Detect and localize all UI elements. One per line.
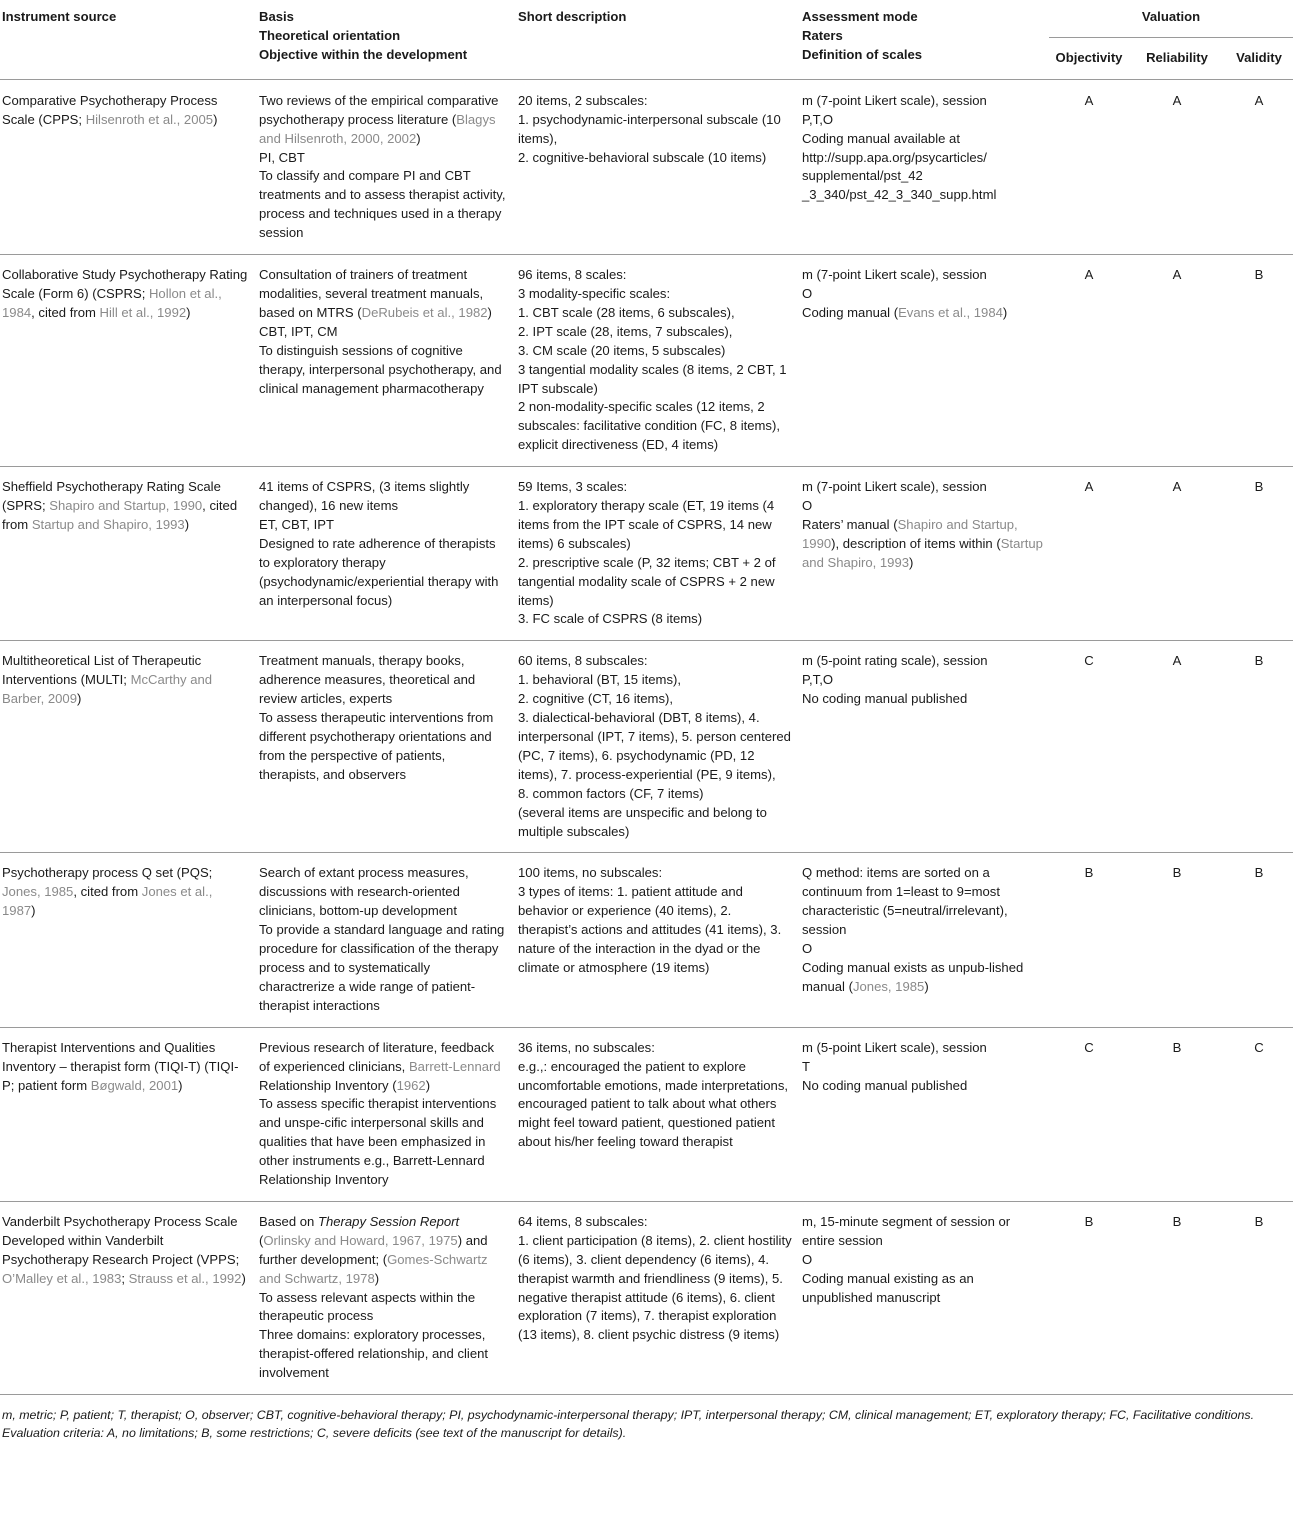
text-segment: Based on (259, 1213, 318, 1229)
text-segment: m (7-point Likert scale), session (802, 92, 987, 108)
citation-link[interactable]: Gomes-Schwartz and Schwartz, 1978 (259, 1251, 488, 1286)
cell-short-description (514, 255, 799, 467)
text-segment: Coding manual existing as an unpublished manuscript (802, 1270, 974, 1305)
table-row (0, 641, 1293, 853)
citation-link[interactable]: McCarthy and Barber, 2009 (2, 672, 213, 707)
text-segment: Previous research of literature, feedback of experienced clinicians, (259, 1039, 495, 1074)
description-line: 2 non-modality-specific scales (12 items, 2 subscales: facilitative condition (FC, 8 items), explicit directiveness (ED, 4 items) (518, 399, 780, 453)
cell-basis (255, 79, 514, 254)
text-segment: O (802, 498, 813, 514)
citation-link[interactable]: DeRubeis et al., 1982 (361, 304, 488, 320)
text-segment: Coding manual exists as unpub-lished manual ( (802, 959, 1024, 994)
text-segment: ) (909, 554, 914, 570)
mode-line (802, 959, 1043, 997)
citation-link[interactable]: O’Malley et al., 1983 (2, 1270, 122, 1286)
basis-line (259, 1039, 508, 1096)
citation-link[interactable]: Startup and Shapiro, 1993 (802, 535, 1043, 570)
description-line: 60 items, 8 subscales: (518, 653, 648, 669)
text-segment: m (5-point Likert scale), session (802, 1039, 987, 1055)
text-segment: ) (425, 1077, 431, 1093)
text-segment: Sheffield Psychotherapy Rating Scale (SPRS; (2, 479, 221, 514)
text-segment: , cited from (2, 498, 238, 532)
cell-validity: C (1225, 1027, 1293, 1201)
basis-line (259, 266, 508, 323)
cell-short-description (514, 853, 799, 1027)
text-segment: CBT, IPT, CM (259, 323, 338, 339)
cell-assessment-mode (799, 853, 1049, 1027)
mode-line (802, 285, 1043, 304)
cell-instrument-source (0, 79, 255, 254)
header-basis-line: Theoretical orientation (259, 27, 401, 43)
citation-link[interactable]: Jones, 1985 (2, 884, 74, 900)
cell-objectivity: C (1049, 641, 1129, 853)
text-segment: P,T,O (802, 111, 834, 127)
description-line: 1. exploratory therapy scale (ET, 19 items (4 items from the IPT scale of CSPRS, 14 new items) 6 subscales) (518, 498, 775, 551)
text-segment: ) (213, 111, 218, 127)
basis-line (259, 516, 508, 535)
text-segment: ; (121, 1270, 129, 1286)
text-segment: Three domains: exploratory processes, therapist-offered relationship, and client involvement (259, 1327, 489, 1381)
header-mode-line: Definition of scales (802, 46, 923, 62)
mode-line (802, 652, 1043, 671)
cell-assessment-mode (799, 79, 1049, 254)
header-mode-line: Assessment mode (802, 9, 918, 24)
text-segment: To assess therapeutic interventions from different psychotherapy orientations and from the perspective of patients, therapists, and observers (259, 710, 494, 782)
header-basis (255, 0, 514, 79)
header-reliability: Reliability (1129, 37, 1225, 79)
header-instrument-source: Instrument source (0, 0, 255, 79)
text-segment: To assess specific therapist interventions and unspe-cific interpersonal skills and qualities that have been emphasized in other instruments e.g., Barrett-Lennard Relationship Inventory (259, 1096, 497, 1188)
emphasis-text: Therapy Session Report (317, 1213, 460, 1229)
citation-link[interactable]: Orlinsky and Howard, 1967, 1975 (263, 1232, 458, 1248)
basis-line (259, 535, 508, 611)
citation-link[interactable]: Shapiro and Startup, 1990 (49, 498, 203, 514)
cell-instrument-source (0, 1201, 255, 1394)
cell-short-description (514, 1201, 799, 1394)
mode-line (802, 1058, 1043, 1077)
cell-instrument-source (0, 467, 255, 641)
cell-assessment-mode (799, 1201, 1049, 1394)
description-line: 3. dialectical-behavioral (DBT, 8 items), 4. interpersonal (IPT, 7 items), 5. person centered (PC, 7 items), 6. psychodynamic (PD, 12 items), 7. process-experiential (PE, 9 items), (518, 710, 791, 782)
text-segment: ) (178, 1077, 183, 1093)
text-segment: m, 15-minute segment of session or entire session (802, 1213, 1011, 1248)
description-line: 1. behavioral (BT, 15 items), (518, 672, 682, 688)
cell-short-description (514, 467, 799, 641)
citation-link[interactable]: Jones, 1985 (852, 978, 925, 994)
cell-short-description (514, 641, 799, 853)
citation-link[interactable]: Hill et al., 1992 (99, 304, 187, 320)
text-segment: O (802, 1251, 813, 1267)
table-row (0, 255, 1293, 467)
description-line: 1. client participation (8 items), 2. client hostility (6 items), 3. client dependency (6 items), 4. therapist warmth and friendliness (9 items), 5. negative therapist attitude (6 items), 6. client exploration (7 items), 7. therapist exploration (13 items), 8. client psychic distress (9 items) (518, 1232, 792, 1343)
mode-line (802, 111, 1043, 130)
cell-basis (255, 255, 514, 467)
mode-line (802, 92, 1043, 111)
cell-basis (255, 1027, 514, 1201)
basis-line (259, 1213, 508, 1289)
basis-line (259, 1289, 508, 1327)
text-segment: Coding manual ( (802, 304, 899, 320)
description-line: 3. CM scale (20 items, 5 subscales) (518, 342, 726, 358)
header-basis-line: Objective within the development (259, 46, 468, 62)
mode-line (802, 497, 1043, 516)
description-line: 3 types of items: 1. patient attitude and behavior or experience (40 items), 2. therapist’s actions and attitudes (41 items), 3. nature of the interaction in the dyad or the climate or atmosphere (19 items) (518, 884, 782, 975)
text-segment: ) (184, 516, 190, 532)
text-segment: Vanderbilt Psychotherapy Process Scale Developed within Vanderbilt Psychotherapy Research Project (VPPS; (2, 1213, 240, 1267)
text-segment: ) (186, 304, 191, 320)
cell-basis (255, 641, 514, 853)
text-segment: m (7-point Likert scale), session (802, 479, 987, 495)
description-line: 64 items, 8 subscales: (518, 1213, 648, 1229)
cell-reliability: B (1129, 1027, 1225, 1201)
text-segment: m (7-point Likert scale), session (802, 267, 987, 283)
text-segment: ) (1002, 304, 1008, 320)
cell-short-description (514, 1027, 799, 1201)
description-line: 2. cognitive-behavioral subscale (10 items) (518, 149, 767, 165)
citation-link[interactable]: Hilsenroth et al., 2005 (85, 111, 214, 127)
description-line: e.g.,: encouraged the patient to explore uncomfortable emotions, made interpretations, encouraged patient to talk about what others might feel toward patient, questioned patient about his/her feeling toward therapist (518, 1058, 789, 1150)
description-line: 100 items, no subscales: (518, 865, 663, 881)
cell-reliability: B (1129, 853, 1225, 1027)
text-segment: No coding manual published (802, 1077, 968, 1093)
basis-line (259, 1095, 508, 1190)
cell-validity: B (1225, 467, 1293, 641)
mode-line (802, 1270, 1043, 1308)
cell-assessment-mode (799, 1027, 1049, 1201)
text-segment: 41 items of CSPRS, (3 items slightly changed), 16 new items (259, 479, 470, 514)
text-segment: Multitheoretical List of Therapeutic Interventions (MULTI; (2, 653, 202, 688)
mode-line (802, 1251, 1043, 1270)
text-segment: To assess relevant aspects within the therapeutic process (259, 1289, 476, 1324)
cell-assessment-mode (799, 255, 1049, 467)
cell-objectivity: C (1049, 1027, 1129, 1201)
citation-link[interactable]: 1962 (396, 1077, 426, 1093)
citation-link[interactable]: Blagys and Hilsenroth, 2000, 2002 (259, 111, 496, 146)
text-segment: m (5-point rating scale), session (802, 653, 988, 669)
cell-assessment-mode (799, 467, 1049, 641)
description-line: 3. FC scale of CSPRS (8 items) (518, 611, 703, 627)
text-segment: , cited from (73, 884, 142, 900)
citation-link[interactable]: Strauss et al., 1992 (128, 1270, 242, 1286)
cell-assessment-mode (799, 641, 1049, 853)
text-segment: ) (241, 1270, 246, 1286)
text-segment: Two reviews of the empirical comparative psychotherapy process literature ( (259, 92, 499, 127)
mode-line (802, 940, 1043, 959)
mode-line (802, 864, 1043, 940)
basis-line (259, 92, 508, 149)
text-segment: ) (924, 978, 929, 994)
cell-basis (255, 1201, 514, 1394)
text-segment: Q method: items are sorted on a continuum from 1=least to 9=most characteristic (5=neutral/irrelevant), session (802, 865, 1008, 938)
table-row (0, 1027, 1293, 1201)
mode-line (802, 690, 1043, 709)
mode-line (802, 1039, 1043, 1058)
table-footnote (0, 1395, 1293, 1442)
description-line: 2. IPT scale (28, items, 7 subscales), (518, 323, 733, 339)
description-line: (several items are unspecific and belong to multiple subscales) (518, 804, 767, 839)
basis-line (259, 478, 508, 516)
description-line: 1. psychodynamic-interpersonal subscale (10 items), (518, 111, 781, 146)
description-line: 20 items, 2 subscales: (518, 92, 648, 108)
cell-objectivity: A (1049, 255, 1129, 467)
text-segment: ET, CBT, IPT (259, 516, 334, 532)
cell-instrument-source (0, 255, 255, 467)
text-segment: P,T,O (802, 672, 834, 688)
description-line: 36 items, no subscales: (518, 1039, 655, 1055)
table-row (0, 853, 1293, 1027)
text-segment: Treatment manuals, therapy books, adherence measures, theoretical and review articles, experts (259, 653, 476, 707)
description-line: 8. common factors (CF, 7 items) (518, 785, 704, 801)
header-valuation: Valuation (1049, 0, 1293, 37)
cell-instrument-source (0, 1027, 255, 1201)
text-segment: PI, CBT (259, 149, 305, 165)
cell-objectivity: B (1049, 853, 1129, 1027)
citation-link[interactable]: Bøgwald, 2001 (90, 1077, 179, 1093)
header-validity: Validity (1225, 37, 1293, 79)
cell-objectivity: A (1049, 467, 1129, 641)
cell-reliability: A (1129, 255, 1225, 467)
text-segment: T (802, 1058, 810, 1074)
basis-line (259, 342, 508, 399)
header-assessment-mode (799, 0, 1049, 79)
text-segment: Therapist Interventions and Qualities Inventory – therapist form (TIQI-T) (TIQI-P; patient form (2, 1039, 239, 1093)
cell-reliability: A (1129, 467, 1225, 641)
cell-validity: B (1225, 1201, 1293, 1394)
cell-reliability: A (1129, 641, 1225, 853)
citation-link[interactable]: Hollon et al., 1984 (2, 285, 222, 320)
basis-line (259, 1326, 508, 1383)
text-segment: Raters’ manual ( (802, 516, 898, 532)
text-segment: Relationship Inventory ( (259, 1077, 397, 1093)
cell-basis (255, 853, 514, 1027)
text-segment: ) (31, 903, 36, 919)
cell-validity: B (1225, 641, 1293, 853)
text-segment: O (802, 941, 813, 957)
text-segment: ) (487, 304, 492, 320)
basis-line (259, 323, 508, 342)
basis-line (259, 167, 508, 243)
text-segment: Collaborative Study Psychotherapy Rating Scale (Form 6) (CSPRS; (2, 267, 248, 301)
header-short-description: Short description (514, 0, 799, 79)
cell-basis (255, 467, 514, 641)
text-segment: Designed to rate adherence of therapists to exploratory therapy (psychodynamic/experiential therapy with an interpersonal focus) (259, 535, 499, 608)
text-segment: To distinguish sessions of cognitive therapy, interpersonal psychotherapy, and clinical management pharmacotherapy (259, 342, 502, 396)
text-segment: ), description of items within ( (831, 535, 1001, 551)
description-line: 1. CBT scale (28 items, 6 subscales), (518, 304, 735, 320)
footnote-evaluation-criteria: Evaluation criteria: A, no limitations; B, some restrictions; C, severe deficits (see text of the manuscript for details). (2, 1426, 627, 1441)
cell-reliability: A (1129, 79, 1225, 254)
basis-line (259, 864, 508, 921)
table-row (0, 467, 1293, 641)
cell-instrument-source (0, 641, 255, 853)
text-segment: ) (374, 1270, 380, 1286)
mode-line (802, 516, 1043, 573)
description-line: 3 modality-specific scales: (518, 285, 671, 301)
text-segment: O (802, 285, 813, 301)
mode-line (802, 671, 1043, 690)
basis-line (259, 149, 508, 168)
mode-line (802, 1213, 1043, 1251)
text-segment: ( (259, 1232, 264, 1248)
header-basis-line: Basis (259, 9, 294, 24)
table-row (0, 79, 1293, 254)
text-segment: No coding manual published (802, 691, 968, 707)
citation-link[interactable]: Barrett-Lennard (408, 1058, 501, 1074)
text-segment: ) and further development; ( (259, 1232, 488, 1267)
text-segment: Search of extant process measures, discussions with research-oriented clinicians, bottom-up development (259, 865, 469, 919)
text-segment: ) (416, 130, 421, 146)
text-segment: Coding manual available at http://supp.apa.org/psycarticles/ supplemental/pst_42 _3_340/pst_42_3_340_supp.html (802, 130, 997, 203)
text-segment: Consultation of trainers of treatment modalities, several treatment manuals, based on MTRS ( (259, 267, 484, 320)
description-line: 3 tangential modality scales (8 items, 2 CBT, 1 IPT subscale) (518, 361, 787, 396)
citation-link[interactable]: Startup and Shapiro, 1993 (31, 516, 185, 532)
description-line: 96 items, 8 scales: (518, 267, 627, 283)
text-segment: To provide a standard language and rating procedure for classification of the therapy process and to systematically charactrerize a wide range of patient-therapist interactions (259, 922, 505, 1013)
cell-validity: B (1225, 255, 1293, 467)
mode-line (802, 266, 1043, 285)
table-body (0, 79, 1293, 1394)
mode-line (802, 478, 1043, 497)
description-line: 2. cognitive (CT, 16 items), (518, 691, 673, 707)
text-segment: ) (76, 691, 82, 707)
citation-link[interactable]: Jones et al., 1987 (2, 884, 213, 919)
citation-link[interactable]: Evans et al., 1984 (898, 304, 1003, 320)
header-objectivity: Objectivity (1049, 37, 1129, 79)
description-line: 59 Items, 3 scales: (518, 479, 628, 495)
header-mode-line: Raters (802, 27, 843, 43)
footnote-abbreviations: m, metric; P, patient; T, therapist; O, observer; CBT, cognitive-behavioral therapy; PI, psychodynamic-interpersonal therapy; IPT, interpersonal therapy; CM, clinical management; ET, exploratory therapy; FC, Facilitative conditions. (2, 1408, 1255, 1423)
basis-line (259, 709, 508, 785)
citation-link[interactable]: Shapiro and Startup, 1990 (802, 516, 1018, 551)
basis-line (259, 652, 508, 709)
text-segment: To classify and compare PI and CBT treatments and to assess therapist activity, process and techniques used in a therapy session (259, 168, 506, 241)
cell-objectivity: A (1049, 79, 1129, 254)
cell-short-description (514, 79, 799, 254)
mode-line (802, 130, 1043, 206)
mode-line (802, 304, 1043, 323)
table-row (0, 1201, 1293, 1394)
basis-line (259, 921, 508, 1016)
cell-objectivity: B (1049, 1201, 1129, 1394)
cell-instrument-source (0, 853, 255, 1027)
cell-reliability: B (1129, 1201, 1225, 1394)
cell-validity: A (1225, 79, 1293, 254)
text-segment: , cited from (31, 304, 100, 320)
description-line: 2. prescriptive scale (P, 32 items; CBT + 2 of tangential modality scale of CSPRS + 2 new items) (518, 554, 776, 608)
cell-validity: B (1225, 853, 1293, 1027)
text-segment: Comparative Psychotherapy Process Scale (CPPS; (2, 92, 218, 127)
mode-line (802, 1077, 1043, 1096)
text-segment: Psychotherapy process Q set (PQS; (2, 865, 213, 881)
